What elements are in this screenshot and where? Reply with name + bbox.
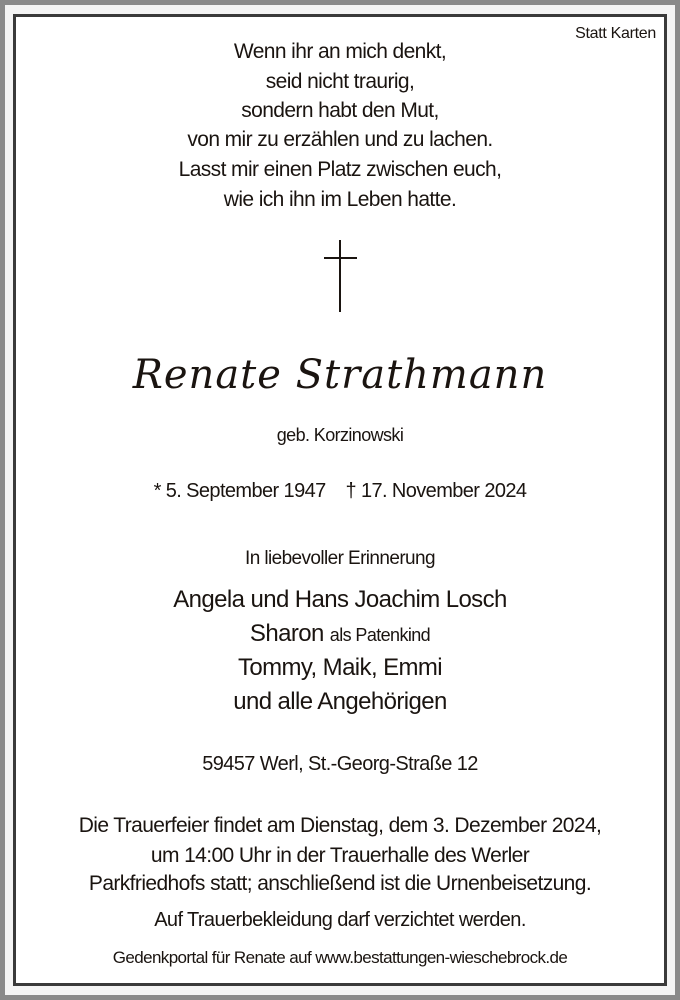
ceremony-line: Parkfriedhofs statt; anschließend ist die Urnenbeisetzung. — [88, 872, 592, 895]
mourners-intro: In liebevoller Erinnerung — [245, 548, 435, 569]
mourner-line: Angela und Hans Joachim Losch — [173, 586, 507, 613]
poem-line: Lasst mir einen Platz zwischen euch, — [178, 158, 502, 181]
cross-icon — [0, 0, 680, 330]
mourner-name: Sharon — [249, 620, 324, 647]
deceased-name: Renate Strathmann — [132, 352, 548, 398]
poem-line: seid nicht traurig, — [265, 70, 415, 93]
memorial-portal-link[interactable]: Gedenkportal für Renate auf www.bestattungen-wieschebrock.de — [112, 948, 568, 967]
poem-line: Wenn ihr an mich denkt, — [233, 40, 447, 63]
ceremony-line: Die Trauerfeier findet am Dienstag, dem 3. Dezember 2024, — [78, 814, 602, 837]
mourner-line — [0, 620, 680, 648]
clothing-note: Auf Trauerbekleidung darf verzichtet werden. — [154, 909, 526, 931]
mourner-line: und alle Angehörigen — [233, 688, 447, 715]
poem-line: wie ich ihn im Leben hatte. — [223, 188, 457, 211]
birth-name: geb. Korzinowski — [276, 425, 404, 445]
poem-line: von mir zu erzählen und zu lachen. — [187, 128, 493, 151]
poem-line: sondern habt den Mut, — [241, 99, 439, 122]
life-dates: * 5. September 1947 † 17. November 2024 — [153, 480, 527, 502]
mourner-line: Tommy, Maik, Emmi — [237, 654, 443, 681]
address: 59457 Werl, St.-Georg-Straße 12 — [202, 753, 478, 775]
ceremony-line: um 14:00 Uhr in der Trauerhalle des Werler — [150, 844, 530, 867]
statt-karten-label: Statt Karten — [575, 25, 656, 42]
mourner-note: als Patenkind — [329, 625, 431, 645]
